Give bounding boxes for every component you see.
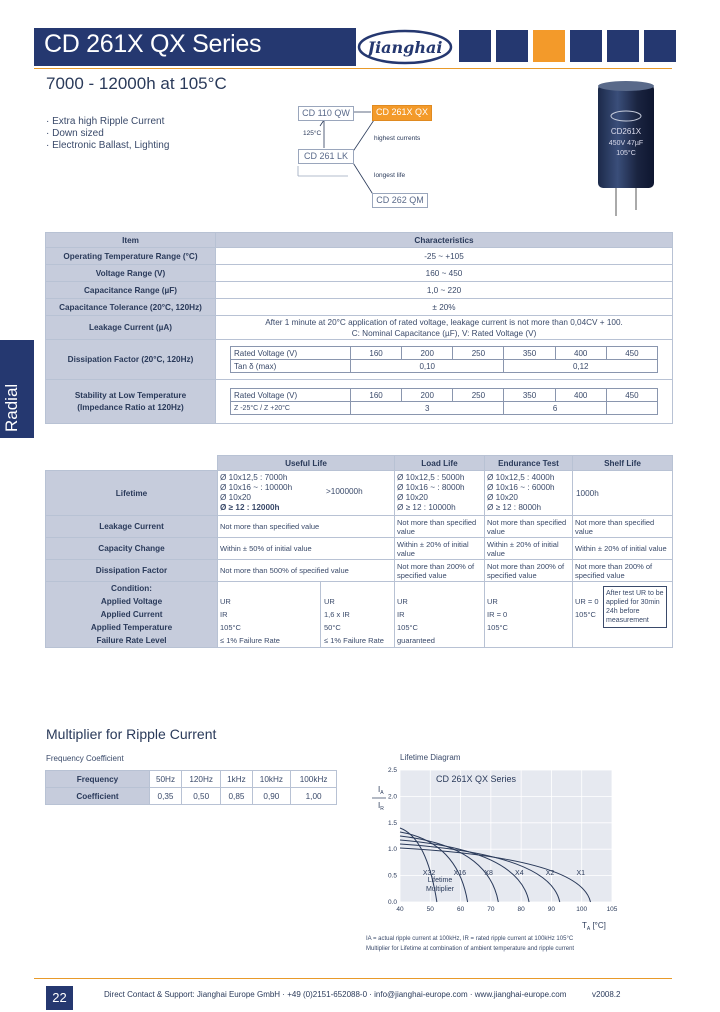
chart-xtick: 70 — [487, 906, 495, 913]
load-life-cell: Ø 10x12,5 : 5000h Ø 10x16 ~ : 8000h Ø 10x20 Ø ≥ 12 : 10000h — [395, 471, 485, 516]
header-square — [570, 30, 602, 62]
lifetime-chart — [360, 762, 660, 934]
footer-rule — [34, 978, 672, 979]
capacitor-image — [592, 78, 662, 218]
col-header-characteristics: Characteristics — [216, 233, 673, 248]
bullet: · Down sized — [46, 128, 104, 139]
chart-xtick: 100 — [576, 906, 588, 913]
chart-multiplier-label: X2 — [545, 870, 555, 877]
series-box-current: CD 261X QX — [372, 105, 432, 121]
series-box: CD 262 QM — [372, 193, 428, 208]
bullet: · Extra high Ripple Current — [46, 116, 165, 127]
header-square — [607, 30, 639, 62]
header-square — [459, 30, 491, 62]
condition-labels: Condition: Applied Voltage Applied Current Applied Temperature Failure Rate Level — [46, 582, 218, 648]
chart-ytick: 1.0 — [387, 846, 397, 854]
chart-ylabel: $I_A$ — [378, 785, 384, 796]
svg-text:Jianghai: Jianghai — [367, 38, 443, 57]
chart-note: Multiplier for Lifetime at combination of ambient temperature and ripple current — [366, 946, 575, 952]
chart-xtick: 40 — [396, 906, 404, 913]
chart-multiplier-label: X1 — [576, 870, 586, 877]
condition-load: UR IR 105°C guaranteed — [395, 582, 485, 648]
chart-xtick: 50 — [426, 906, 434, 913]
chart-ytick: 0.0 — [387, 899, 397, 906]
endurance-cell: Ø 10x12,5 : 4000h Ø 10x16 ~ : 6000h Ø 10x20 Ø ≥ 12 : 8000h — [485, 471, 573, 516]
col-header-item: Item — [46, 233, 216, 248]
row-label: Voltage Range (V) — [46, 265, 216, 282]
chart-multiplier-label: X4 — [515, 870, 524, 877]
subtitle: 7000 - 12000h at 105°C — [46, 74, 227, 93]
svg-text:CD261X: CD261X — [610, 127, 642, 136]
shelf-note: After test UR to be applied for 30min 24h before measurement — [603, 586, 667, 628]
row-value: 1,0 ~ 220 — [216, 282, 673, 299]
col-header-shelf-life: Shelf Life — [573, 456, 673, 471]
diagram-label: highest currents — [374, 135, 421, 142]
shelf-life-cell: 1000h — [573, 471, 673, 516]
col-header-useful-life: Useful Life — [218, 456, 395, 471]
chart-xtick: 90 — [547, 906, 556, 913]
chart-xtick: 105 — [606, 906, 618, 913]
chart-xlabel: $T_A$ [°C] — [582, 921, 606, 932]
svg-text:IR: $I_R$ — [378, 801, 384, 812]
stability-inner-table: Rated Voltage (V) 160 200 250 350 400 450 Z -25°C / Z +20°C 3 6 — [230, 388, 658, 415]
condition-useful: UR IR 105°C ≤ 1% Failure Rate UR 1,6 x IR 50°C ≤ 1% Failure Rate — [218, 582, 395, 648]
chart-ytick: 2.0 — [387, 793, 397, 801]
condition-endurance: UR IR = 0 105°C — [485, 582, 573, 648]
row-label: Leakage Current — [46, 516, 218, 538]
diagram-label: 125°C — [303, 130, 322, 137]
chart-title: Lifetime Diagram — [400, 753, 461, 762]
chart-multiplier-label: X32 — [422, 870, 436, 877]
header-square — [644, 30, 676, 62]
specifications-table — [45, 232, 673, 424]
row-label: Dissipation Factor (20°C, 120Hz) — [46, 340, 216, 380]
frequency-table: Frequency 50Hz 120Hz 1kHz 10kHz 100kHz Coefficient 0,35 0,50 0,85 0,90 1,00 — [45, 770, 337, 805]
chart-ytick: 1.5 — [387, 819, 397, 827]
chart-annotation-text: Lifetime Multiplier — [425, 877, 454, 893]
chart-note: IA = actual ripple current at 100kHz, IR = rated ripple current at 100kHz 105°C — [366, 936, 574, 942]
dissipation-factor-cell — [216, 340, 673, 380]
side-tab-label: Radial — [2, 383, 21, 432]
chart-multiplier-label: X16 — [453, 870, 467, 877]
ripple-section-title: Multiplier for Ripple Current — [46, 726, 217, 742]
row-label: Stability at Low Temperature (Impedance Ratio at 120Hz) — [46, 380, 216, 424]
diagram-label: longest life — [374, 172, 406, 179]
chart-series-label: CD 261X QX Series — [436, 774, 517, 784]
chart-xtick: 80 — [517, 906, 525, 913]
stability-cell — [216, 380, 673, 424]
row-value: -25 ~ +105 — [216, 248, 673, 265]
svg-text:450V 47µF: 450V 47µF — [608, 140, 644, 147]
chart-ytick: 2.5 — [387, 767, 397, 774]
row-value: 160 ~ 450 — [216, 265, 673, 282]
row-value: After 1 minute at 20°C application of rated voltage, leakage current is not more than 0,04CV + 100. C: Nominal Capacitance (µF), V: Rated Voltage (V) — [216, 316, 673, 340]
col-header-endurance: Endurance Test — [485, 456, 573, 471]
series-box: CD 261 LK — [298, 149, 354, 164]
row-value: ± 20% — [216, 299, 673, 316]
row-label: Dissipation Factor — [46, 560, 218, 582]
life-test-table: Useful Life Load Life Endurance Test Shelf Life Lifetime Ø 10x12,5 : 7000h Ø 10x16 ~ : 10000h Ø 10x20 Ø ≥ 12 : 12000h >100000h Ø 10x12,5 : 5000h Ø 10x16 ~ : 8000h Ø 10x20 Ø ≥ 12 : 10000h Ø 10x12,5 : 4000h Ø 10x16 ~ : 6000h Ø 10x20 Ø ≥ 12 : 8000h 1000h Leakage Current Not more than specified value Not more than specified value Not more than specified value Not more than specified value Capacity Change Within ± 50% of initial value Within ± 20% of initial value Within ± 20% of initial value Within ± 20% of initial value Dissipation Factor Not more than 500% of specified value Not more than 200% of specified value Not more than 200% of specified value Not more than 200% of specified value Condition: Applied Voltage Applied Current Applied Temperature Failure Rate Level UR IR 105°C ≤ 1% Failure Rate UR 1,6 x IR 50°C ≤ 1% Failure Rate UR IR 105°C guaranteed UR IR = 0 105°C UR = 0 105°C After test UR to be applied for 30min 24h before measurement — [45, 455, 673, 648]
page-title: CD 261X QX Series — [44, 30, 262, 58]
row-label: Operating Temperature Range (°C) — [46, 248, 216, 265]
dissipation-inner-table: Rated Voltage (V) 160 200 250 350 400 450 Tan δ (max) 0,10 0,12 — [230, 346, 658, 373]
chart-ytick: 0.5 — [387, 872, 397, 880]
header-square-orange — [533, 30, 565, 62]
bullet: · Electronic Ballast, Lighting — [46, 140, 170, 151]
useful-life-cell: Ø 10x12,5 : 7000h Ø 10x16 ~ : 10000h Ø 10x20 Ø ≥ 12 : 12000h >100000h — [218, 471, 395, 516]
header-rule — [34, 68, 672, 69]
header-square — [496, 30, 528, 62]
footer-date: v2008.2 — [592, 990, 621, 999]
page-number: 22 — [46, 986, 73, 1010]
col-header-load-life: Load Life — [395, 456, 485, 471]
frequency-coefficient-label: Frequency Coefficient — [46, 754, 124, 763]
row-label: Capacity Change — [46, 538, 218, 560]
chart-xtick: 60 — [456, 906, 465, 913]
condition-shelf: UR = 0 105°C After test UR to be applied for 30min 24h before measurement — [573, 582, 673, 648]
series-box: CD 110 QW — [298, 106, 354, 121]
row-label: Capacitance Range (µF) — [46, 282, 216, 299]
footer-contact: Direct Contact & Support: Jianghai Europe GmbH · +49 (0)2151-652088-0 · info@jianghai-europe.com · www.jianghai-europe.com — [104, 990, 567, 999]
jianghai-logo — [357, 29, 453, 65]
chart-multiplier-label: X8 — [484, 870, 493, 877]
row-label: Lifetime — [46, 471, 218, 516]
row-label: Leakage Current (µA) — [46, 316, 216, 340]
row-label: Capacitance Tolerance (20°C, 120Hz) — [46, 299, 216, 316]
svg-text:105°C: 105°C — [616, 150, 636, 157]
